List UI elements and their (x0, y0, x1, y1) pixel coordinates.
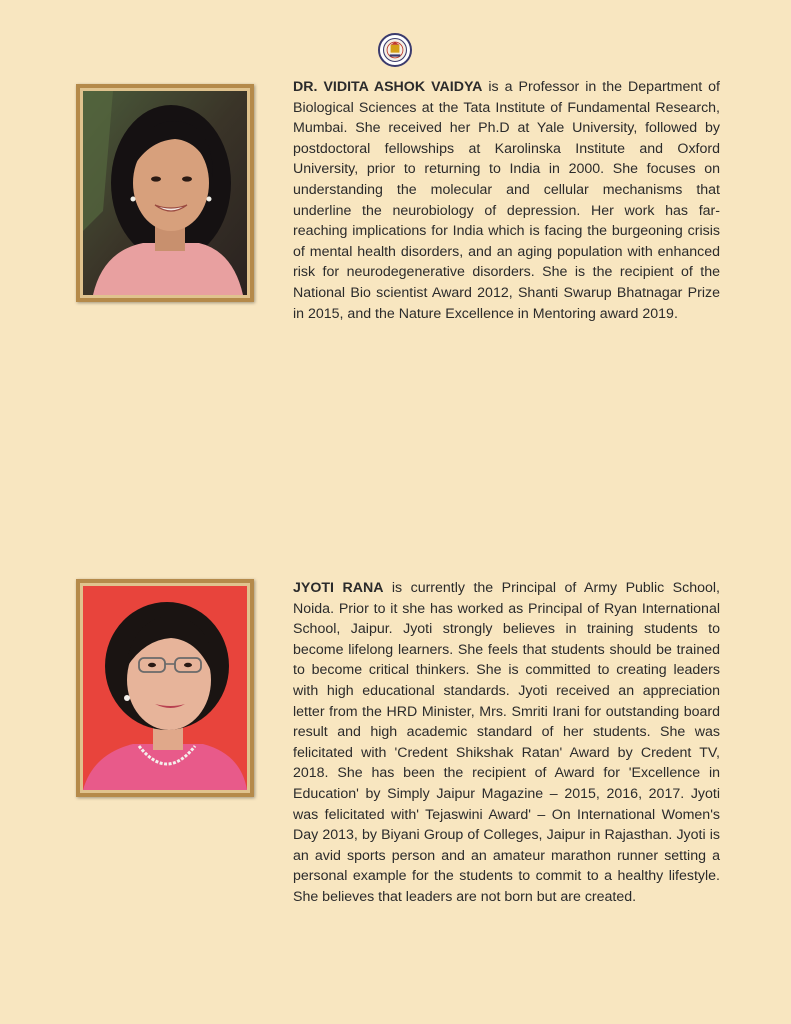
profile-name: DR. VIDITA ASHOK VAIDYA (293, 79, 483, 95)
profile-bio-vidita-vaidya (293, 77, 720, 324)
profile-bio-jyoti-rana (293, 578, 720, 908)
emblem-seal-icon (378, 33, 412, 67)
profile-bio-text: is currently the Principal of Army Public School, Noida. Prior to it she has worked as Principal of Ryan International School, Jaipur. Jyoti strongly believes in training students to become lifelong learners. She feels that students should be trained to become critical thinkers. She is committed to creating leaders with high educational standards. Jyoti received an appreciation letter from the HRD Minister, Mrs. Smriti Irani for outstanding board result and high academic standard of her students. She was felicitated with 'Credent Shikshak Ratan' Award by Credent TV, 2018. She has been the recipient of Award for 'Excellence in Education' by Simply Jaipur Magazine – 2015, 2016, 2017. Jyoti was felicitated with' Tejaswini Award' – On International Women's Day 2013, by Biyani Group of Colleges, Jaipur in Rajasthan. Jyoti is an avid sports person and an amateur marathon runner setting a personal example for the students to commit to a healthy lifestyle. She believes that leaders are not born but are created. (293, 580, 720, 905)
profile-photo-vidita-vaidya (76, 84, 254, 302)
profile-bio-text: is a Professor in the Department of Biological Sciences at the Tata Institute of Fundamental Research, Mumbai. She received her Ph.D at Yale University, followed by postdoctoral fellowships at Karolinska Institute and Oxford University, prior to returning to India in 2000. She focuses on understanding the molecular and cellular mechanisms that underline the neurobiology of depression. Her work has far-reaching implications for India which is facing the burgeoning crisis of mental health disorders, and an aging population with enhanced risk for neurodegenerative disorders. She is the recipient of the National Bio scientist Award 2012, Shanti Swarup Bhatnagar Prize in 2015, and the Nature Excellence in Mentoring award 2019. (293, 79, 721, 322)
profile-name: JYOTI RANA (293, 580, 384, 596)
profile-photo-jyoti-rana (76, 579, 254, 797)
